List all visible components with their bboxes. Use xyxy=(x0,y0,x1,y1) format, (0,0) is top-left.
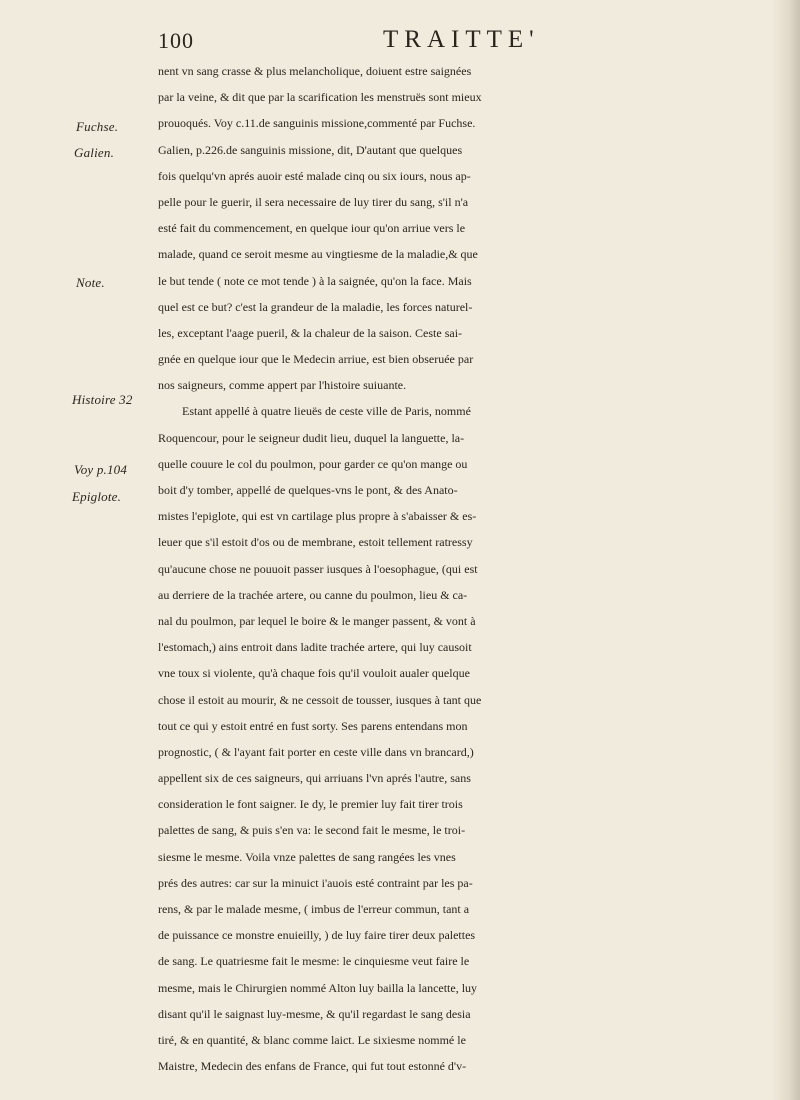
text-line: nos saigneurs, comme appert par l'histoire suiuante. xyxy=(158,378,407,393)
text-line: vne toux si violente, qu'à chaque fois qu'il vouloit aualer quelque xyxy=(158,666,470,681)
text-line: les, exceptant l'aage pueril, & la chaleur de la saison. Ceste sai- xyxy=(158,325,463,340)
text-line: l'estomach,) ains entroit dans ladite trachée artere, qui luy causoit xyxy=(158,640,472,655)
text-line: au derriere de la trachée artere, ou canne du poulmon, lieu & ca- xyxy=(158,587,468,602)
margin-note-voy: Voy p.104 xyxy=(74,462,128,477)
text-line: gnée en quelque iour que le Medecin arriue, est bien obseruée par xyxy=(158,352,474,367)
page-header xyxy=(158,26,758,56)
text-line: Roquencour, pour le seigneur dudit lieu, duquel la languette, la- xyxy=(158,430,465,445)
text-line: le but tende ( note ce mot tende ) à la saignée, qu'on la face. Mais xyxy=(158,273,472,288)
text-line: tiré, & en quantité, & blanc comme laict. Le sixiesme nommé le xyxy=(158,1032,466,1047)
text-line: Galien, p.226.de sanguinis missione, dit, D'autant que quelques xyxy=(158,142,463,157)
text-line: malade, quand ce seroit mesme au vingtiesme de la maladie,& que xyxy=(158,247,478,262)
page-number: 100 xyxy=(158,28,194,53)
text-line: quel est ce but? c'est la grandeur de la maladie, les forces naturel- xyxy=(158,299,473,314)
text-line: prés des autres: car sur la minuict i'auois esté contraint par les pa- xyxy=(158,875,473,890)
text-line: consideration le font saigner. Ie dy, le premier luy fait tirer trois xyxy=(158,797,463,812)
margin-note-fuchse: Fuchse. xyxy=(76,119,119,134)
text-line: palettes de sang, & puis s'en va: le second fait le mesme, le troi- xyxy=(158,823,466,838)
text-line: de puissance ce monstre enuieilly, ) de luy faire tirer deux palettes xyxy=(158,928,476,943)
text-line: leuer que s'il estoit d'os ou de membrane, estoit tellement ratressy xyxy=(158,535,473,550)
text-line: siesme le mesme. Voila vnze palettes de sang rangées les vnes xyxy=(158,849,456,864)
text-line-paragraph-start: Estant appellé à quatre lieuës de ceste ville de Paris, nommé xyxy=(182,404,471,419)
text-line: mesme, mais le Chirurgien nommé Alton luy bailla la lancette, luy xyxy=(158,980,478,995)
margin-note-histoire: Histoire 32 xyxy=(72,392,133,407)
text-line: chose il estoit au mourir, & ne cessoit de tousser, iusques à tant que xyxy=(158,692,482,707)
text-line: quelle couure le col du poulmon, pour garder ce qu'on mange ou xyxy=(158,456,468,471)
margin-note-epiglote: Epiglote. xyxy=(72,489,122,504)
text-line: esté fait du commencement, en quelque iour qu'on arriue vers le xyxy=(158,221,466,236)
text-line: rens, & par le malade mesme, ( imbus de l'erreur commun, tant a xyxy=(158,902,470,916)
text-line: tout ce qui y estoit entré en fust sorty. Ses parens entendans mon xyxy=(158,718,468,733)
text-line: Maistre, Medecin des enfans de France, qui fut tout estonné d'v- xyxy=(158,1059,467,1074)
page-edge-shadow xyxy=(772,0,800,1100)
running-title: TRAITTE' xyxy=(383,26,540,53)
text-line: mistes l'epiglote, qui est vn cartilage plus propre à s'abaisser & es- xyxy=(158,509,477,524)
text-line: disant qu'il le saignast luy-mesme, & qu'il regardast le sang desia xyxy=(158,1006,471,1021)
text-line: prognostic, ( & l'ayant fait porter en ceste ville dans vn brancard,) xyxy=(158,744,474,759)
margin-note-galien: Galien. xyxy=(74,145,115,160)
text-line: de sang. Le quatriesme fait le mesme: le cinquiesme veut faire le xyxy=(158,954,470,969)
margin-notes xyxy=(0,0,160,1100)
text-line: nent vn sang crasse & plus melancholique, doiuent estre saignées xyxy=(158,64,472,78)
body-text xyxy=(148,58,768,1079)
text-line: fois quelqu'vn aprés auoir esté malade cinq ou six iours, nous ap- xyxy=(158,168,471,183)
text-line: pelle pour le guerir, il sera necessaire de luy tirer du sang, s'il n'a xyxy=(158,194,469,209)
text-line: nal du poulmon, par lequel le boire & le manger passent, & vont à xyxy=(158,613,476,628)
text-line: appellent six de ces saigneurs, qui arriuans l'vn aprés l'autre, sans xyxy=(158,771,471,786)
text-line: prouoqués. Voy c.11.de sanguinis missione,commenté par Fuchse. xyxy=(158,116,476,131)
text-line: boit d'y tomber, appellé de quelques-vns le pont, & des Anato- xyxy=(158,483,458,497)
text-line: par la veine, & dit que par la scarification les menstruës sont mieux xyxy=(158,90,482,105)
margin-note-note: Note. xyxy=(76,275,105,290)
text-line: qu'aucune chose ne pouuoit passer iusques à l'oesophague, (qui est xyxy=(158,561,478,576)
